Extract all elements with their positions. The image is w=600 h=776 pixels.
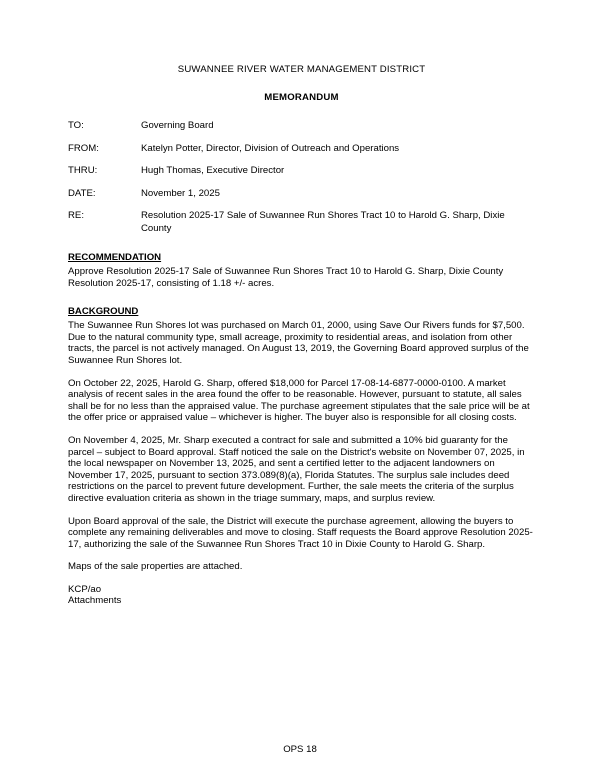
memo-field-to-label: TO:: [68, 120, 84, 131]
background-paragraph: On November 4, 2025, Mr. Sharp executed a contract for sale and submitted a 10% bid guaranty for the parcel – subject to Board approval. Staff noticed the sale on the District's website on November 07, 2025, in the local newspaper on November 13, 2025, and sent a certified letter to the adjacent landowners on November 17, 2025, pursuant to section 373.089(8)(a), Florida Statutes. The surplus sale includes deed restrictions on the parcel to prevent future development. Further, the sale meets the criteria of the surplus directive evaluation criteria as shown in the triage summary, maps, and surplus review.: [68, 434, 525, 504]
memo-field-thru: [68, 165, 535, 178]
memo-field-date: [68, 188, 535, 201]
memo-field-re-label: RE:: [68, 210, 84, 221]
background-paragraph: The Suwannee Run Shores lot was purchased on March 01, 2000, using Save Our Rivers funds for $7,500. Due to the natural community type, small acreage, proximity to residential areas, and isolation from other tracts, the parcel is not actively managed. On August 13, 2019, the Governing Board approved surplus of the Suwannee Run Shores lot.: [68, 320, 529, 366]
memo-field-thru-value: Hugh Thomas, Executive Director: [141, 165, 285, 176]
background-paragraph: Maps of the sale properties are attached.: [68, 561, 243, 573]
signoff-block: [68, 584, 535, 607]
organization-title: SUWANNEE RIVER WATER MANAGEMENT DISTRICT: [177, 64, 426, 75]
memo-field-to-value: Governing Board: [141, 120, 214, 131]
memo-field-from: [68, 143, 535, 156]
signoff-initials: KCP/ao: [68, 583, 102, 595]
background-paragraph: On October 22, 2025, Harold G. Sharp, offered $18,000 for Parcel 17-08-14-6877-0000-0100. A market analysis of recent sales in the area found the offer to be reasonable. However, pursuant to statute, all sales shall be for no less than the appraised value. The purchase agreement stipulates that the sale price will be at the offer price or appraised value – whichever is higher. The buyer also is responsible for all closing costs.: [68, 377, 530, 424]
recommendation-body: Approve Resolution 2025-17 Sale of Suwannee Run Shores Tract 10 to Harold G. Sharp, Dixie County Resolution 2025-17, consisting of 1.18 +/- acres.: [68, 266, 504, 289]
background-section: [68, 301, 535, 573]
memo-field-from-label: FROM:: [68, 142, 99, 154]
document-body: [68, 64, 535, 607]
memo-field-thru-label: THRU:: [68, 165, 98, 176]
page-footer-marker: OPS 18: [283, 744, 317, 755]
document-type-heading: MEMORANDUM: [264, 92, 339, 103]
background-paragraph: Upon Board approval of the sale, the District will execute the purchase agreement, allowing the buyers to complete any remaining deliverables and move to closing. Staff requests the Board approve Resolution 2025-17, authorizing the sale of the Suwannee Run Shores Tract 10 in Dixie County to Harold G. Sharp.: [68, 515, 533, 550]
memo-field-date-label: DATE:: [68, 187, 96, 199]
memo-header-fields: [68, 120, 535, 235]
recommendation-heading: RECOMMENDATION: [68, 252, 162, 263]
background-heading: BACKGROUND: [68, 306, 139, 318]
memo-field-re-value: Resolution 2025-17 Sale of Suwannee Run Shores Tract 10 to Harold G. Sharp, Dixie County: [141, 210, 505, 234]
memo-field-re: [68, 210, 535, 235]
memo-field-to: [68, 120, 535, 133]
memo-field-from-value: Katelyn Potter, Director, Division of Outreach and Operations: [141, 142, 400, 154]
recommendation-section: [68, 247, 535, 289]
memo-field-date-value: November 1, 2025: [141, 187, 220, 199]
signoff-attachments: Attachments: [68, 595, 122, 607]
